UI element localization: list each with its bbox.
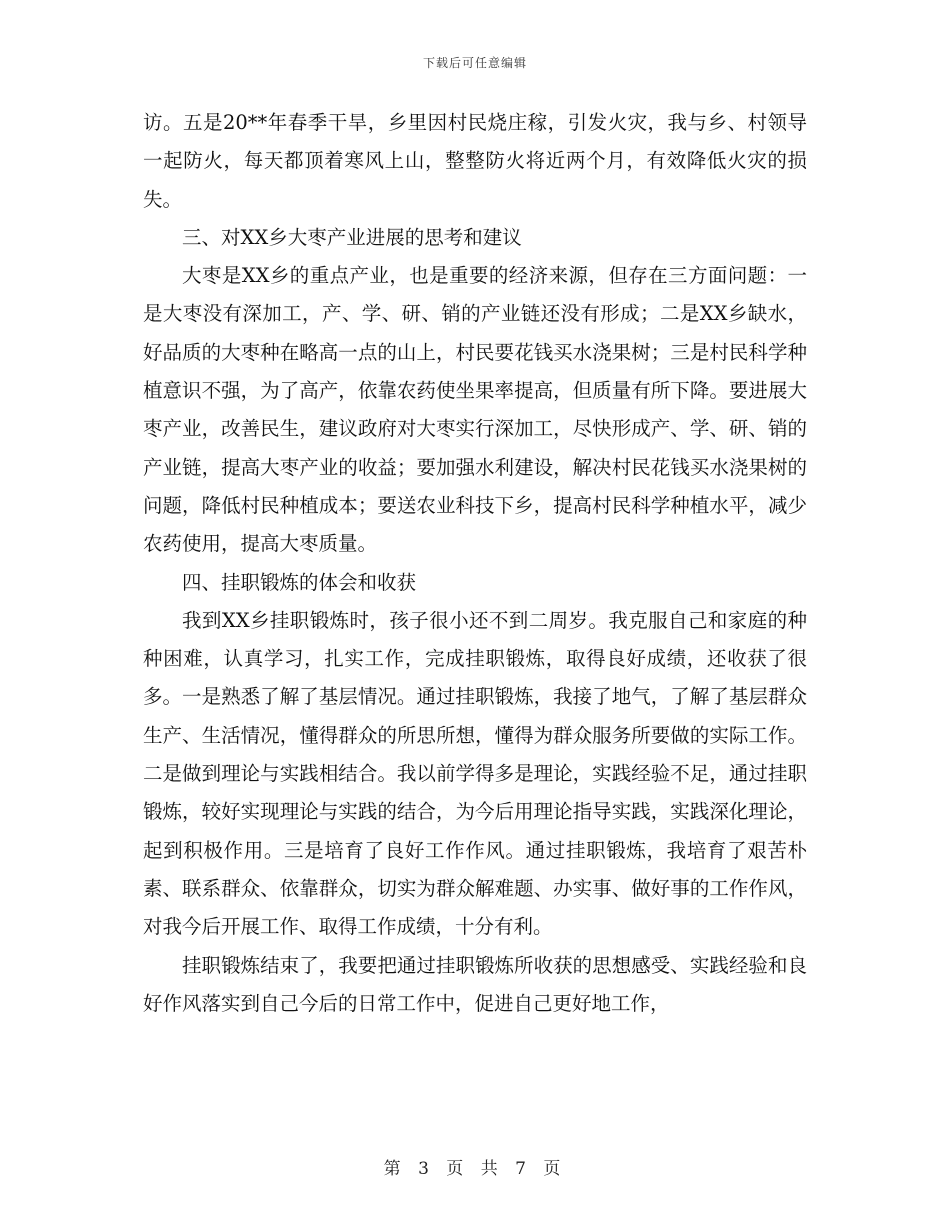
- section-heading-jujube-suggestions: 三、对XX乡大枣产业进展的思考和建议: [182, 225, 522, 249]
- document-body: [143, 104, 807, 1023]
- section-heading-experience-gains: 四、挂职锻炼的体会和收获: [182, 570, 417, 594]
- page-header: 下载后可任意编辑: [422, 56, 527, 70]
- paragraph-jujube-industry: 大枣是XX乡的重点产业，也是重要的经济来源，但存在三方面问题：一是大枣没有深加工，产、学、研、销的产业链还没有形成；二是XX乡缺水，好品质的大枣种在略高一点的山上，村民要花钱买水浇果树；三是村民科学种植意识不强，为了高产，依靠农药使坐果率提高，但质量有所下降。要进展大枣产业，改善民生，建议政府对大枣实行深加工，尽快形成产、学、研、销的产业链，提高大枣产业的收益；要加强水利建设，解决村民花钱买水浇果树的问题，降低村民种植成本；要送农业科技下乡，提高村民科学种植水平，减少农药使用，提高大枣质量。: [143, 264, 807, 556]
- paragraph-fire-prevention: 访。五是20**年春季干旱，乡里因村民烧庄稼，引发火灾，我与乡、村领导一起防火，每天都顶着寒风上山，整整防火将近两个月，有效降低火灾的损失。: [143, 111, 807, 211]
- page-number: 第 3 页 共 7 页: [383, 1159, 567, 1179]
- paragraph-experience: 我到XX乡挂职锻炼时，孩子很小还不到二周岁。我克服自己和家庭的种种困难，认真学习，扎实工作，完成挂职锻炼，取得良好成绩，还收获了很多。一是熟悉了解了基层情况。通过挂职锻炼，我接了地气，了解了基层群众生产、生活情况，懂得群众的所思所想，懂得为群众服务所要做的实际工作。二是做到理论与实践相结合。我以前学得多是理论，实践经验不足，通过挂职锻炼，较好实现理论与实践的结合，为今后用理论指导实践，实践深化理论，起到积极作用。三是培育了良好工作作风。通过挂职锻炼，我培育了艰苦朴素、联系群众、依靠群众，切实为群众解难题、办实事、做好事的工作作风，对我今后开展工作、取得工作成绩，十分有利。: [143, 608, 807, 939]
- paragraph-conclusion: 挂职锻炼结束了，我要把通过挂职锻炼所收获的思想感受、实践经验和良好作风落实到自己今后的日常工作中，促进自己更好地工作，: [143, 953, 807, 1015]
